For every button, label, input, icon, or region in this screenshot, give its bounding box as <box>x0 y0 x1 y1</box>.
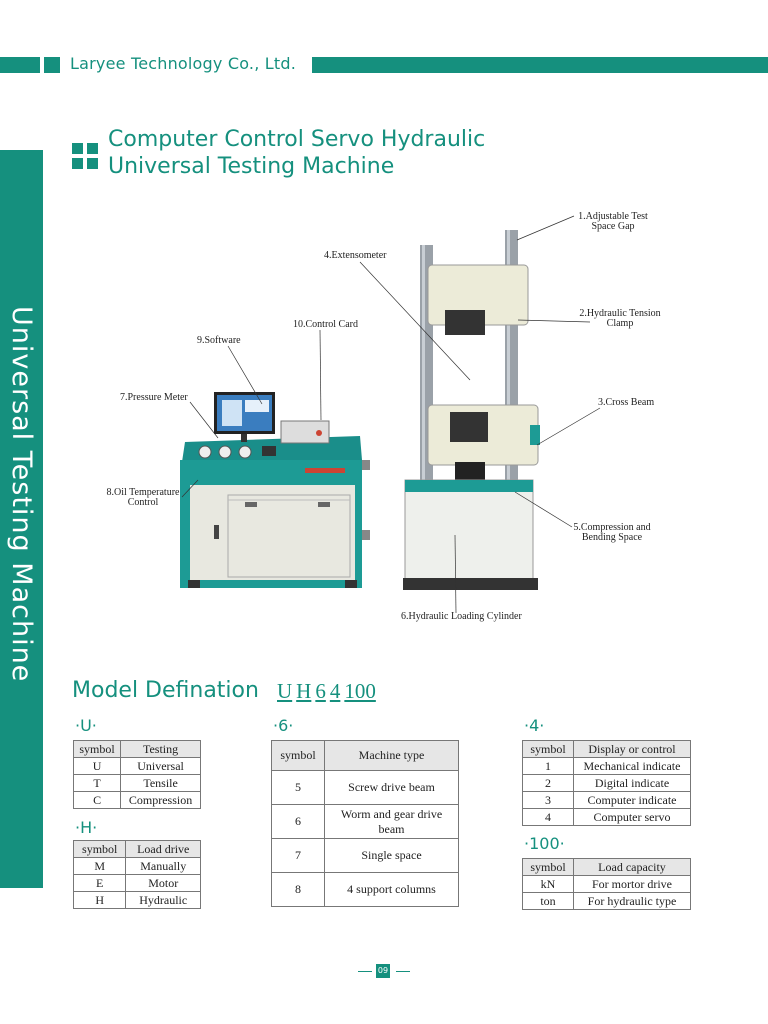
column-header: symbol <box>74 741 121 758</box>
table-cell: Screw drive beam <box>325 771 459 805</box>
table-cell: 7 <box>272 839 325 873</box>
table-row <box>74 775 201 792</box>
table-cell: ton <box>523 893 574 910</box>
column-header: Load drive <box>126 841 201 858</box>
callout-text: 1.Adjustable Test <box>578 211 648 222</box>
title-squares-icon <box>72 143 98 169</box>
table-row <box>523 893 691 910</box>
table-cell: Hydraulic <box>126 892 201 909</box>
callout-adjustable-gap <box>573 212 653 232</box>
table-cell: U <box>74 758 121 775</box>
section-label-6: ·6· <box>273 716 294 735</box>
table-header-row <box>74 741 201 758</box>
callout-loading-cylinder: 6.Hydraulic Loading Cylinder <box>401 611 522 622</box>
callout-text: Clamp <box>606 318 634 329</box>
table-cell: Single space <box>325 839 459 873</box>
column-header: Machine type <box>325 741 459 771</box>
callout-text: 2.Hydraulic Tension <box>579 308 661 319</box>
column-header: Load capacity <box>574 859 691 876</box>
table-cell: C <box>74 792 121 809</box>
table-cell: kN <box>523 876 574 893</box>
table-row <box>272 839 459 873</box>
section-label-u: ·U· <box>75 716 97 735</box>
page-title <box>108 126 485 180</box>
table-header-row <box>523 859 691 876</box>
machine-illustration <box>0 200 768 640</box>
section-label-h: ·H· <box>75 818 98 837</box>
callout-tension-clamp <box>574 309 666 329</box>
table-cell: M <box>74 858 126 875</box>
callout-control-card: 10.Control Card <box>293 319 358 330</box>
model-code-6: 6 <box>315 679 326 703</box>
table-cell: 3 <box>523 792 574 809</box>
company-name: Laryee Technology Co., Ltd. <box>70 54 297 73</box>
table-load-drive <box>73 840 201 909</box>
model-heading: Model Defination <box>72 678 259 703</box>
table-row <box>74 858 201 875</box>
table-cell: 6 <box>272 805 325 839</box>
table-testing <box>73 740 201 809</box>
page-number-text: 09 <box>376 964 390 978</box>
table-cell: E <box>74 875 126 892</box>
header-bar-left <box>0 57 40 73</box>
table-row <box>272 805 459 839</box>
table-display-control <box>522 740 691 826</box>
section-label-100: ·100· <box>524 834 565 853</box>
table-cell: Compression <box>121 792 201 809</box>
header-bar-right <box>312 57 768 73</box>
table-row <box>523 792 691 809</box>
callout-text: Control <box>127 497 159 508</box>
callout-text: Space Gap <box>591 221 635 232</box>
table-cell: Digital indicate <box>574 775 691 792</box>
table-row <box>74 792 201 809</box>
table-row <box>523 758 691 775</box>
table-row <box>272 873 459 907</box>
table-cell: Worm and gear drive beam <box>325 805 459 839</box>
column-header: symbol <box>74 841 126 858</box>
table-cell: Computer indicate <box>574 792 691 809</box>
callout-text: 5.Compression and <box>573 522 651 533</box>
table-cell: Manually <box>126 858 201 875</box>
side-label: Universal Testing Machine <box>6 306 37 683</box>
table-cell: Mechanical indicate <box>574 758 691 775</box>
callout-compression-space <box>568 523 656 543</box>
column-header: symbol <box>272 741 325 771</box>
table-row <box>74 875 201 892</box>
dash-left <box>358 971 372 972</box>
model-code-u: U <box>277 679 293 703</box>
title-line-1: Computer Control Servo Hydraulic <box>108 127 486 152</box>
dash-right <box>396 971 410 972</box>
model-code-100: 100 <box>344 679 376 703</box>
model-code-h: H <box>296 679 312 703</box>
callout-oil-temp <box>98 488 188 508</box>
table-cell: For hydraulic type <box>574 893 691 910</box>
model-code <box>277 679 380 704</box>
table-row <box>523 876 691 893</box>
table-header-row <box>523 741 691 758</box>
monitor <box>214 392 275 442</box>
table-load-capacity <box>522 858 691 910</box>
table-cell: For mortor drive <box>574 876 691 893</box>
header-square <box>44 57 60 73</box>
table-cell: 1 <box>523 758 574 775</box>
column-header: symbol <box>523 859 574 876</box>
table-row <box>74 758 201 775</box>
table-header-row <box>272 741 459 771</box>
table-cell: 5 <box>272 771 325 805</box>
table-cell: Motor <box>126 875 201 892</box>
callout-software: 9.Software <box>197 335 241 346</box>
table-row <box>74 892 201 909</box>
model-code-4: 4 <box>329 679 341 703</box>
table-cell: T <box>74 775 121 792</box>
table-machine-type <box>271 740 459 907</box>
control-console <box>180 436 370 588</box>
column-header: symbol <box>523 741 574 758</box>
table-cell: 4 <box>523 809 574 826</box>
callout-extensometer: 4.Extensometer <box>324 250 387 261</box>
callout-pressure-meter: 7.Pressure Meter <box>120 392 188 403</box>
table-cell: 8 <box>272 873 325 907</box>
table-cell: 2 <box>523 775 574 792</box>
callout-cross-beam: 3.Cross Beam <box>598 397 655 408</box>
table-cell: H <box>74 892 126 909</box>
section-label-4: ·4· <box>524 716 545 735</box>
page-number <box>356 962 412 982</box>
testing-frame <box>403 230 540 590</box>
table-cell: Computer servo <box>574 809 691 826</box>
table-cell: Universal <box>121 758 201 775</box>
table-row <box>272 771 459 805</box>
table-cell: Tensile <box>121 775 201 792</box>
table-row <box>523 775 691 792</box>
column-header: Display or control <box>574 741 691 758</box>
table-row <box>523 809 691 826</box>
table-cell: 4 support columns <box>325 873 459 907</box>
callout-text: Bending Space <box>581 532 643 543</box>
title-line-2: Universal Testing Machine <box>108 154 395 179</box>
column-header: Testing <box>121 741 201 758</box>
table-header-row <box>74 841 201 858</box>
callout-text: 8.Oil Temperature <box>106 487 180 498</box>
